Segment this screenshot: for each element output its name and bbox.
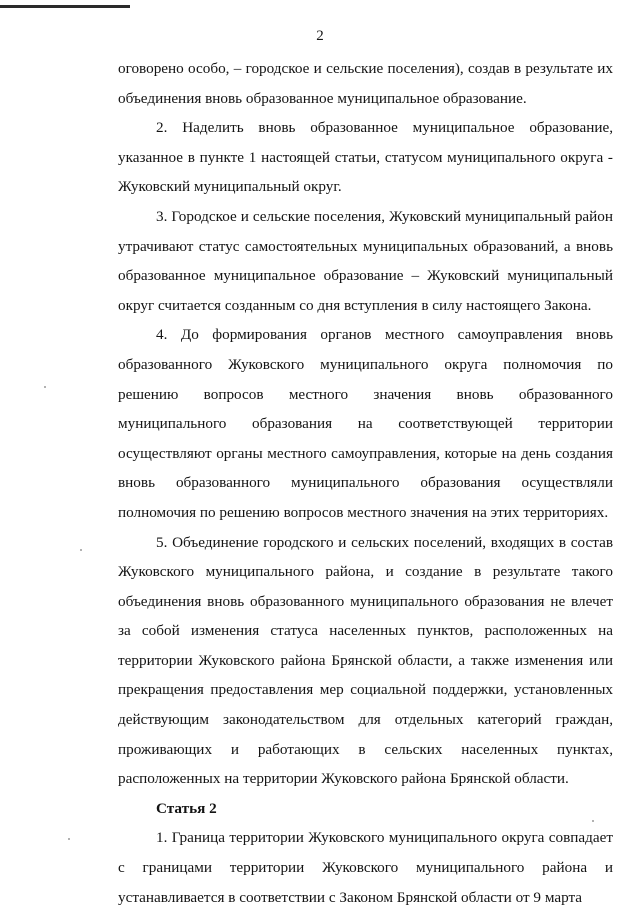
article-heading: Статья 2 (156, 799, 217, 817)
scan-speck (68, 838, 70, 840)
scan-artifact-line (0, 5, 130, 8)
paragraph-item-5: 5. Объединение городского и сельских поселений, входящих в состав Жуковского муниципального района, и создание в результате такого объединения вновь образованного муниципального образования не влечет за собой изменения статуса населенных пунктов, расположенных на территории Жуковского района Брянской области, а также изменения или прекращения предоставления мер социальной поддержки, установленных действующим законодательством для отдельных категорий граждан, проживающих и работающих в сельских населенных пунктах, расположенных на территории Жуковского района Брянской области. (118, 533, 613, 788)
document-body (118, 54, 613, 912)
paragraph-continuation: оговорено особо, – городское и сельские поселения), создав в результате их объединения вновь образованное муниципальное образование. (118, 60, 613, 107)
paragraph-item-2: 2. Наделить вновь образованное муниципальное образование, указанное в пункте 1 настоящей статьи, статусом муниципального округа - Жуковский муниципальный округ. (118, 119, 613, 196)
page-number: 2 (316, 28, 324, 44)
paragraph-item-3: 3. Городское и сельские поселения, Жуковский муниципальный район утрачивают статус самостоятельных муниципальных образований, а вновь образованное муниципальное образование – Жуковский муниципальный округ считается созданным со дня вступления в силу настоящего Закона. (118, 207, 613, 314)
paragraph-item-4: 4. До формирования органов местного самоуправления вновь образованного Жуковского муниципального округа полномочия по решению вопросов местного значения вновь образованного муниципального образования на соответствующей территории осуществляют органы местного самоуправления, которые на день создания вновь образованного муниципального образования осуществляли полномочия по решению вопросов местного значения на этих территориях. (118, 326, 613, 521)
scan-speck (44, 386, 46, 388)
article-2-paragraph-1: 1. Граница территории Жуковского муниципального округа совпадает с границами территории Жуковского муниципального района и устанавливается в соответствии с Законом Брянской области от 9 марта (118, 829, 613, 906)
scan-speck (80, 549, 82, 551)
scan-speck (592, 820, 594, 822)
